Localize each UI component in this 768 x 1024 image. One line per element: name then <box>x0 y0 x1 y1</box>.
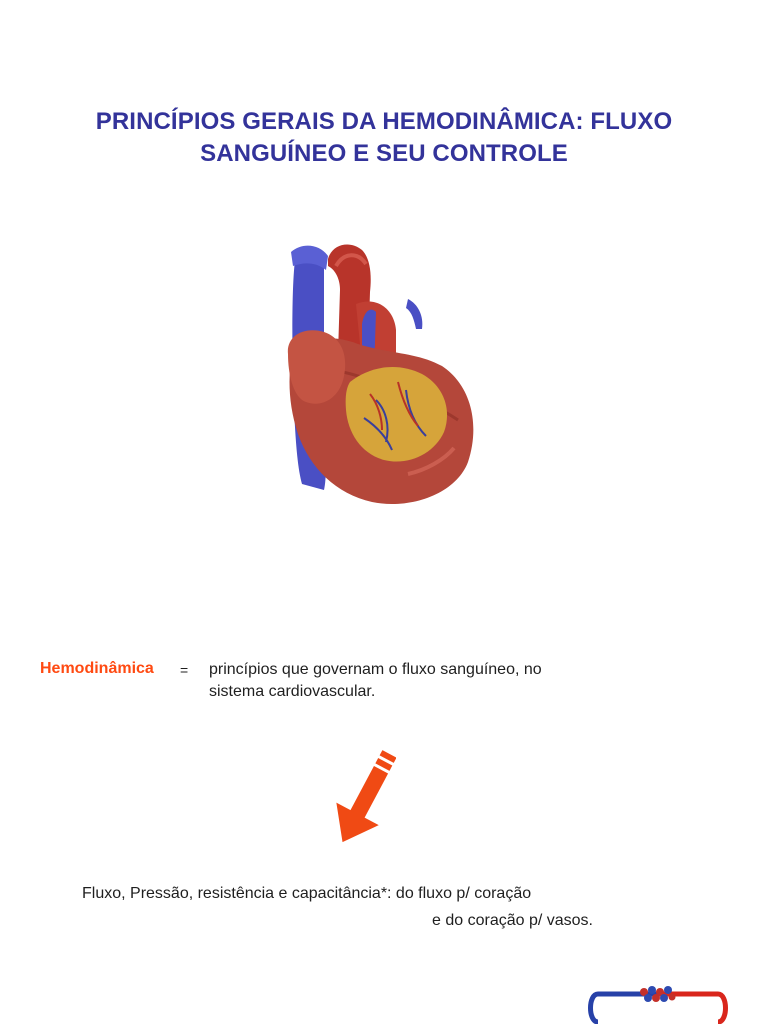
summary-text <box>82 880 642 934</box>
definition-term: Hemodinâmica <box>40 660 154 677</box>
heart-illustration <box>258 204 506 518</box>
arrow-down-left-icon <box>336 746 396 850</box>
definition-text <box>209 659 542 703</box>
definition-equals: = <box>180 662 189 678</box>
definition-line-2: sistema cardiovascular. <box>209 683 376 700</box>
vessel-logo <box>586 980 730 1024</box>
definition-line-1: princípios que governam o fluxo sanguíneo, no <box>209 661 542 678</box>
title-line-2: SANGUÍNEO E SEU CONTROLE <box>200 140 568 167</box>
page-title <box>40 106 728 170</box>
summary-line-1: Fluxo, Pressão, resistência e capacitância*: do fluxo p/ coração <box>82 885 532 902</box>
summary-line-2: e do coração p/ vasos. <box>432 912 593 929</box>
title-line-1: PRINCÍPIOS GERAIS DA HEMODINÂMICA: FLUXO <box>95 108 673 135</box>
